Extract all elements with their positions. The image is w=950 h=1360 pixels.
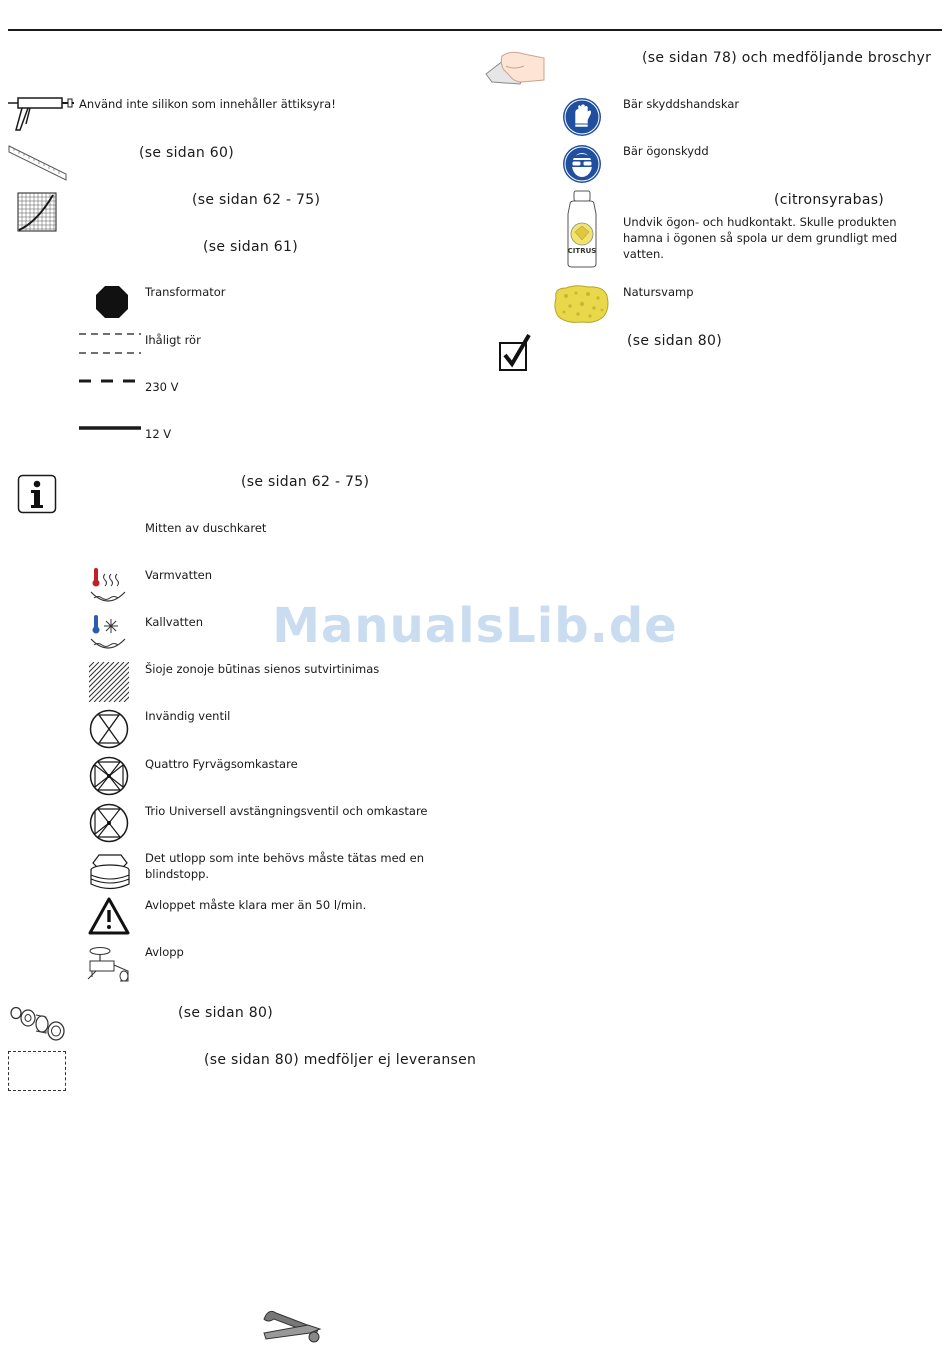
eye-protection-text: Bär ögonskydd: [623, 144, 709, 158]
v230-line-icon: [78, 376, 142, 386]
ref-measure: (se sidan 60): [139, 145, 234, 161]
trio-text: Trio Universell avstängningsventil och omkastare: [145, 804, 428, 818]
gloves-icon[interactable]: [562, 97, 602, 137]
natursvamp-text: Natursvamp: [623, 285, 694, 299]
wrench-screwdriver-icon: [262, 1307, 322, 1347]
hatch-text: Šioje zonoje būtinas sienos sutvirtinimas: [145, 662, 380, 676]
drain-icon: [86, 943, 132, 985]
silicone-gun-icon: [8, 96, 76, 132]
legend-12v: 12 V: [145, 427, 172, 441]
v12-line-icon: [78, 423, 142, 433]
info-icon: [17, 474, 57, 514]
sponge-icon: [552, 282, 610, 326]
top-rule: [8, 29, 942, 31]
kallvatten-text: Kallvatten: [145, 615, 204, 629]
ref-page61: (se sidan 61): [203, 239, 298, 255]
silicone-warning-text: Använd inte silikon som innehåller ättiksyra!: [79, 97, 336, 111]
transformator-octagon-icon: [95, 285, 129, 319]
trio-valve-icon: [89, 803, 129, 843]
watermark: ManualsLib.de: [272, 598, 678, 654]
invandig-ventil-text: Invändig ventil: [145, 709, 231, 723]
parts-set-icon: [8, 1003, 68, 1043]
avlopp-text: Avlopp: [145, 945, 184, 959]
legend-230v: 230 V: [145, 380, 179, 394]
warning-triangle-icon: [87, 896, 131, 936]
citrus-bottle-icon: [564, 190, 600, 268]
citron-text: (citronsyrabas): [774, 192, 885, 208]
ruler-icon: [8, 144, 68, 182]
ref-check: (se sidan 80): [627, 333, 722, 349]
citrus-label: CITRUS: [567, 247, 597, 255]
quattro-text: Quattro Fyrvägsomkastare: [145, 757, 298, 771]
grid-diagram-icon: [17, 192, 57, 232]
internal-valve-icon: [89, 709, 129, 749]
not-included-box-icon: [8, 1051, 66, 1091]
ref-diagram: (se sidan 62 - 75): [192, 192, 321, 208]
blindstopp-text: Det utlopp som inte behövs måste tätas med en blindstopp.: [145, 851, 424, 881]
legend-hollow-pipe: Ihåligt rör: [145, 333, 201, 347]
citron-warning-text: Undvik ögon- och hudkontakt. Skulle produkten hamna i ögonen så spola ur dem grundligt med vatten.: [623, 215, 898, 261]
hatched-zone-icon: [89, 662, 129, 702]
blind-plug-icon: [89, 851, 131, 891]
quattro-valve-icon: [89, 756, 129, 796]
checkbox-checked-icon: [497, 333, 533, 373]
varmvatten-text: Varmvatten: [145, 568, 212, 582]
ref-parts: (se sidan 80): [178, 1005, 273, 1021]
mitten-text: Mitten av duschkaret: [145, 521, 267, 535]
hollow-pipe-line-icon: [78, 330, 142, 358]
eye-protection-icon[interactable]: [562, 144, 602, 184]
ref-cleaning: (se sidan 78) och medföljande broschyr: [642, 50, 932, 66]
legend-transformator: Transformator: [145, 285, 226, 299]
hand-cleaning-icon: [484, 48, 546, 88]
ref-not-included: (se sidan 80) medföljer ej leveransen: [204, 1052, 477, 1068]
avloppet-warning-text: Avloppet måste klara mer än 50 l/min.: [145, 898, 367, 912]
gloves-text: Bär skyddshandskar: [623, 97, 740, 111]
ref-info: (se sidan 62 - 75): [241, 474, 370, 490]
